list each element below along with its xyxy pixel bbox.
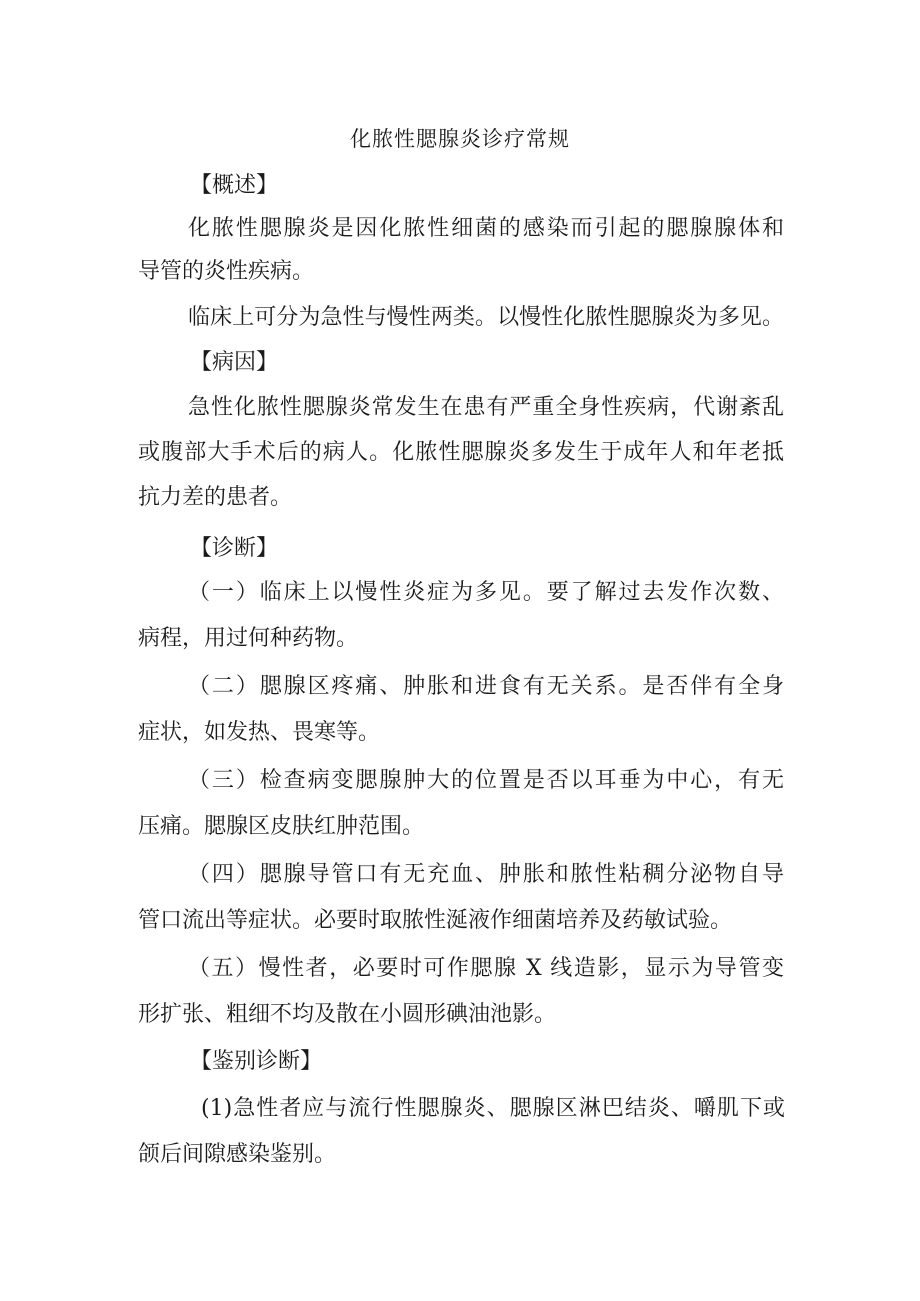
diagnosis-item-line: （三）检查病变腮腺肿大的位置是否以耳垂为中心，有无 [188,768,784,793]
section-heading-diagnosis: 【诊断】 [190,536,279,561]
diagnosis-item-line: （四）腮腺导管口有无充血、肿胀和脓性粘稠分泌物自导 [188,862,784,887]
differential-item-line: 颌后间隙感染鉴别。 [138,1142,337,1167]
diagnosis-item-line: （五）慢性者，必要时可作腮腺 X 线造影，显示为导管变 [188,956,784,981]
diagnosis-item-line: 形扩张、粗细不均及散在小圆形碘油池影。 [138,1002,557,1027]
diagnosis-item-line: （一）临床上以慢性炎症为多见。要了解过去发作次数、 [188,580,784,605]
diagnosis-item-line: 病程，用过何种药物。 [138,626,359,651]
paragraph-line: 急性化脓性腮腺炎常发生在患有严重全身性疾病，代谢紊乱 [188,395,784,420]
paragraph-line: 或腹部大手术后的病人。化脓性腮腺炎多发生于成年人和年老抵 [138,440,784,465]
document-title: 化脓性腮腺炎诊疗常规 [350,127,570,151]
diagnosis-item-line: （二）腮腺区疼痛、肿胀和进食有无关系。是否伴有全身 [188,674,784,699]
paragraph-line: 化脓性腮腺炎是因化脓性细菌的感染而引起的腮腺腺体和 [188,216,784,241]
paragraph-line: 导管的炎性疾病。 [138,259,315,284]
diagnosis-item-line: 症状，如发热、畏寒等。 [138,720,381,745]
section-heading-overview: 【概述】 [190,173,279,198]
paragraph-line: 抗力差的患者。 [138,485,293,510]
section-heading-etiology: 【病因】 [190,350,279,375]
section-heading-differential: 【鉴别诊断】 [190,1049,323,1074]
diagnosis-item-line: 压痛。腮腺区皮肤红肿范围。 [138,814,425,839]
differential-item-line: (1)急性者应与流行性腮腺炎、腮腺区淋巴结炎、嚼肌下或 [201,1096,785,1121]
diagnosis-item-line: 管口流出等症状。必要时取脓性涎液作细菌培养及药敏试验。 [138,908,733,933]
paragraph-line: 临床上可分为急性与慢性两类。以慢性化脓性腮腺炎为多见。 [188,305,784,330]
